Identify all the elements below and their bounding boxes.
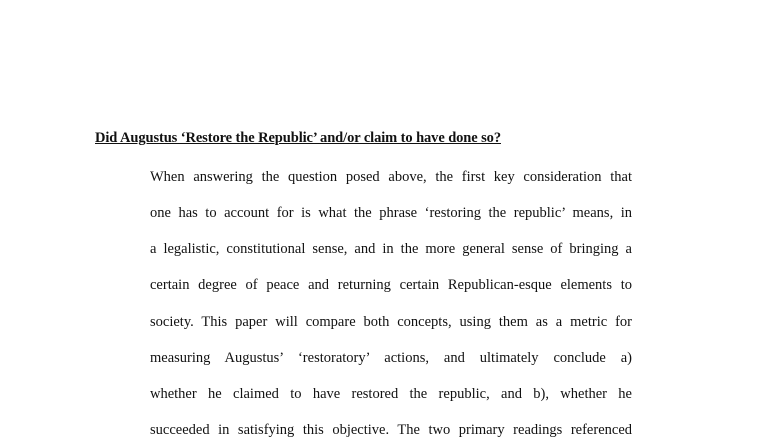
- paragraph-line: When answering the question posed above, the first key consideration that: [150, 169, 632, 185]
- document-title: Did Augustus ‘Restore the Republic’ and/or claim to have done so?: [95, 130, 501, 146]
- paragraph-line: certain degree of peace and returning certain Republican-esque elements to: [150, 277, 632, 293]
- paragraph-line: society. This paper will compare both concepts, using them as a metric for: [150, 314, 632, 330]
- paragraph-line: succeeded in satisfying this objective. The two primary readings referenced: [150, 422, 632, 438]
- paragraph-line: whether he claimed to have restored the republic, and b), whether he: [150, 386, 632, 402]
- paragraph-line: a legalistic, constitutional sense, and in the more general sense of bringing a: [150, 241, 632, 257]
- paragraph-line: measuring Augustus’ ‘restoratory’ actions, and ultimately conclude a): [150, 350, 632, 366]
- paragraph-line: one has to account for is what the phrase ‘restoring the republic’ means, in: [150, 205, 632, 221]
